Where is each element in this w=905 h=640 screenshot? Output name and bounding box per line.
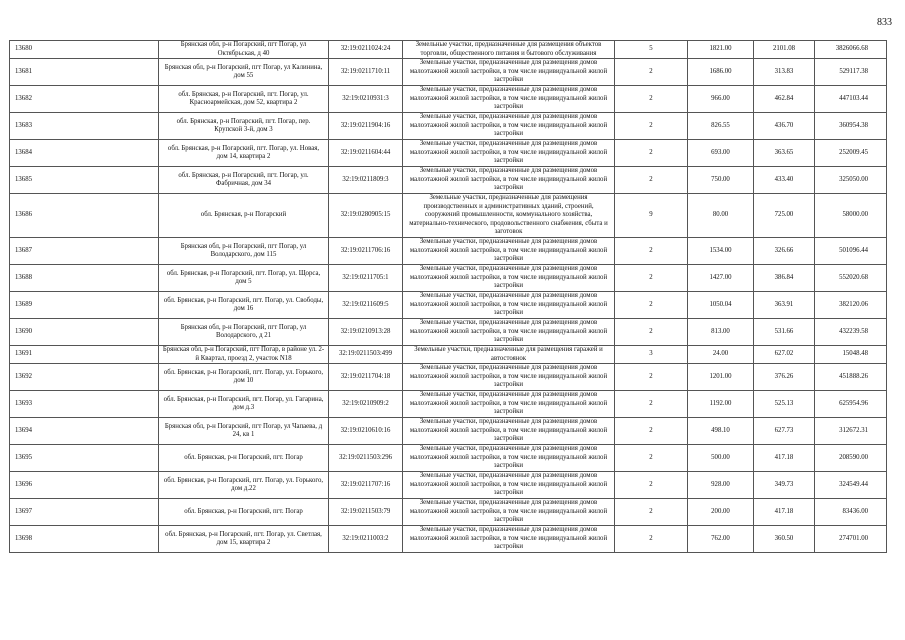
area-cell: 1201.00 bbox=[688, 364, 754, 391]
row-number-cell: 13683 bbox=[10, 113, 159, 140]
cadastral-number-cell: 32:19:0280905:15 bbox=[329, 194, 403, 238]
page-number: 833 bbox=[877, 17, 892, 28]
cadastral-value-cell: 447103.44 bbox=[815, 86, 887, 113]
cadastral-number-cell: 32:19:0211904:16 bbox=[329, 113, 403, 140]
land-plots-table bbox=[9, 40, 887, 553]
cadastral-value-cell: 501096.44 bbox=[815, 238, 887, 265]
use-group-cell: 5 bbox=[615, 41, 688, 59]
row-number-cell: 13696 bbox=[10, 472, 159, 499]
cadastral-value-cell: 3826066.68 bbox=[815, 41, 887, 59]
table-row bbox=[10, 472, 887, 499]
use-group-cell: 2 bbox=[615, 167, 688, 194]
land-use-cell: Земельные участки, предназначенные для размещения объектов торговли, общественного питания и бытового обслуживания bbox=[403, 41, 615, 59]
area-cell: 498.10 bbox=[688, 418, 754, 445]
area-cell: 1050.04 bbox=[688, 292, 754, 319]
table-row bbox=[10, 140, 887, 167]
row-number-cell: 13684 bbox=[10, 140, 159, 167]
address-cell: Брянская обл, р-н Погарский, пгт Погар, ул Володарского, д 21 bbox=[159, 319, 329, 346]
specific-value-cell: 433.40 bbox=[754, 167, 815, 194]
use-group-cell: 2 bbox=[615, 86, 688, 113]
cadastral-number-cell: 32:19:0211710:11 bbox=[329, 59, 403, 86]
address-cell: Брянская обл, р-н Погарский, пгт Погар, ул Октябрьская, д 40 bbox=[159, 41, 329, 59]
cadastral-value-cell: 312672.31 bbox=[815, 418, 887, 445]
cadastral-number-cell: 32:19:0211604:44 bbox=[329, 140, 403, 167]
cadastral-number-cell: 32:19:0211609:5 bbox=[329, 292, 403, 319]
use-group-cell: 2 bbox=[615, 319, 688, 346]
cadastral-number-cell: 32:19:0210931:3 bbox=[329, 86, 403, 113]
specific-value-cell: 363.65 bbox=[754, 140, 815, 167]
specific-value-cell: 376.26 bbox=[754, 364, 815, 391]
table-row bbox=[10, 526, 887, 553]
cadastral-number-cell: 32:19:0211003:2 bbox=[329, 526, 403, 553]
use-group-cell: 2 bbox=[615, 59, 688, 86]
area-cell: 813.00 bbox=[688, 319, 754, 346]
row-number-cell: 13689 bbox=[10, 292, 159, 319]
row-number-cell: 13695 bbox=[10, 445, 159, 472]
cadastral-value-cell: 324549.44 bbox=[815, 472, 887, 499]
table-row bbox=[10, 364, 887, 391]
cadastral-value-cell: 360954.38 bbox=[815, 113, 887, 140]
row-number-cell: 13693 bbox=[10, 391, 159, 418]
area-cell: 1427.00 bbox=[688, 265, 754, 292]
land-use-cell: Земельные участки, предназначенные для размещения гаражей и автостоянок bbox=[403, 346, 615, 364]
area-cell: 1686.00 bbox=[688, 59, 754, 86]
address-cell: обл. Брянская, р-н Погарский, пгт. Погар, ул. Щорса, дом 5 bbox=[159, 265, 329, 292]
address-cell: обл. Брянская, р-н Погарский bbox=[159, 194, 329, 238]
use-group-cell: 2 bbox=[615, 526, 688, 553]
table-row bbox=[10, 238, 887, 265]
cadastral-value-cell: 625954.96 bbox=[815, 391, 887, 418]
address-cell: обл. Брянская, р-н Погарский, пгт. Погар, ул. Светлая, дом 15, квартира 2 bbox=[159, 526, 329, 553]
row-number-cell: 13694 bbox=[10, 418, 159, 445]
address-cell: Брянская обл, р-н Погарский, пгт Погар, ул Володарского, дом 115 bbox=[159, 238, 329, 265]
specific-value-cell: 436.70 bbox=[754, 113, 815, 140]
land-use-cell: Земельные участки, предназначенные для размещения домов малоэтажной жилой застройки, в том числе индивидуальной жилой застройки bbox=[403, 364, 615, 391]
area-cell: 1534.00 bbox=[688, 238, 754, 265]
land-use-cell: Земельные участки, предназначенные для размещения домов малоэтажной жилой застройки, в том числе индивидуальной жилой застройки bbox=[403, 59, 615, 86]
area-cell: 24.00 bbox=[688, 346, 754, 364]
row-number-cell: 13687 bbox=[10, 238, 159, 265]
row-number-cell: 13697 bbox=[10, 499, 159, 526]
table-row bbox=[10, 292, 887, 319]
specific-value-cell: 349.73 bbox=[754, 472, 815, 499]
row-number-cell: 13692 bbox=[10, 364, 159, 391]
use-group-cell: 2 bbox=[615, 113, 688, 140]
land-use-cell: Земельные участки, предназначенные для размещения домов малоэтажной жилой застройки, в том числе индивидуальной жилой застройки bbox=[403, 445, 615, 472]
area-cell: 750.00 bbox=[688, 167, 754, 194]
address-cell: обл. Брянская, р-н Погарский, пгт. Погар bbox=[159, 499, 329, 526]
cadastral-number-cell: 32:19:0210913:28 bbox=[329, 319, 403, 346]
cadastral-value-cell: 274701.00 bbox=[815, 526, 887, 553]
table-row bbox=[10, 418, 887, 445]
cadastral-number-cell: 32:19:0211503:499 bbox=[329, 346, 403, 364]
table-body bbox=[10, 41, 887, 553]
use-group-cell: 3 bbox=[615, 346, 688, 364]
cadastral-number-cell: 32:19:0211503:296 bbox=[329, 445, 403, 472]
specific-value-cell: 363.91 bbox=[754, 292, 815, 319]
use-group-cell: 2 bbox=[615, 140, 688, 167]
land-use-cell: Земельные участки, предназначенные для размещения домов малоэтажной жилой застройки, в том числе индивидуальной жилой застройки bbox=[403, 526, 615, 553]
table-row bbox=[10, 499, 887, 526]
cadastral-number-cell: 32:19:0211705:1 bbox=[329, 265, 403, 292]
table-row bbox=[10, 86, 887, 113]
use-group-cell: 2 bbox=[615, 364, 688, 391]
use-group-cell: 2 bbox=[615, 445, 688, 472]
land-use-cell: Земельные участки, предназначенные для размещения домов малоэтажной жилой застройки, в том числе индивидуальной жилой застройки bbox=[403, 167, 615, 194]
land-use-cell: Земельные участки, предназначенные для размещения домов малоэтажной жилой застройки, в том числе индивидуальной жилой застройки bbox=[403, 265, 615, 292]
cadastral-value-cell: 58000.00 bbox=[815, 194, 887, 238]
row-number-cell: 13686 bbox=[10, 194, 159, 238]
area-cell: 1821.00 bbox=[688, 41, 754, 59]
table-row bbox=[10, 167, 887, 194]
address-cell: обл. Брянская, р-н Погарский, пгт. Погар, ул. Горького, дом д.22 bbox=[159, 472, 329, 499]
land-use-cell: Земельные участки, предназначенные для размещения домов малоэтажной жилой застройки, в том числе индивидуальной жилой застройки bbox=[403, 391, 615, 418]
land-use-cell: Земельные участки, предназначенные для размещения домов малоэтажной жилой застройки, в том числе индивидуальной жилой застройки bbox=[403, 499, 615, 526]
specific-value-cell: 725.00 bbox=[754, 194, 815, 238]
specific-value-cell: 462.84 bbox=[754, 86, 815, 113]
cadastral-number-cell: 32:19:0210610:16 bbox=[329, 418, 403, 445]
cadastral-number-cell: 32:19:0211704:18 bbox=[329, 364, 403, 391]
address-cell: Брянская обл, р-н Погарский, пгт Погар, ул Калинина, дом 55 bbox=[159, 59, 329, 86]
use-group-cell: 2 bbox=[615, 418, 688, 445]
address-cell: обл. Брянская, р-н Погарский, пгт. Погар, ул. Фабричная, дом 34 bbox=[159, 167, 329, 194]
area-cell: 200.00 bbox=[688, 499, 754, 526]
table-row bbox=[10, 113, 887, 140]
table-row bbox=[10, 445, 887, 472]
use-group-cell: 9 bbox=[615, 194, 688, 238]
cadastral-value-cell: 451888.26 bbox=[815, 364, 887, 391]
cadastral-value-cell: 552020.68 bbox=[815, 265, 887, 292]
use-group-cell: 2 bbox=[615, 238, 688, 265]
table-row bbox=[10, 391, 887, 418]
cadastral-value-cell: 83436.00 bbox=[815, 499, 887, 526]
address-cell: Брянская обл, р-н Погарский, пгт Погар, в районе ул. 2-й Квартал, проезд 2, участок N18 bbox=[159, 346, 329, 364]
address-cell: обл. Брянская, р-н Погарский, пгт. Погар, ул. Горького, дом 10 bbox=[159, 364, 329, 391]
row-number-cell: 13690 bbox=[10, 319, 159, 346]
cadastral-value-cell: 382120.06 bbox=[815, 292, 887, 319]
cadastral-value-cell: 325050.00 bbox=[815, 167, 887, 194]
row-number-cell: 13685 bbox=[10, 167, 159, 194]
specific-value-cell: 627.02 bbox=[754, 346, 815, 364]
specific-value-cell: 386.84 bbox=[754, 265, 815, 292]
row-number-cell: 13681 bbox=[10, 59, 159, 86]
area-cell: 693.00 bbox=[688, 140, 754, 167]
cadastral-number-cell: 32:19:0211503:79 bbox=[329, 499, 403, 526]
address-cell: обл. Брянская, р-н Погарский, пгт. Погар, ул. Красноармейская, дом 52, квартира 2 bbox=[159, 86, 329, 113]
specific-value-cell: 525.13 bbox=[754, 391, 815, 418]
land-use-cell: Земельные участки, предназначенные для размещения домов малоэтажной жилой застройки, в том числе индивидуальной жилой застройки bbox=[403, 418, 615, 445]
cadastral-number-cell: 32:19:0211707:16 bbox=[329, 472, 403, 499]
specific-value-cell: 417.18 bbox=[754, 445, 815, 472]
land-use-cell: Земельные участки, предназначенные для размещения производственных и административных зданий, строений, сооружений промышленности, коммунального хозяйства, материально-технического, продовольственного снабжения, сбыта и заготовок bbox=[403, 194, 615, 238]
land-use-cell: Земельные участки, предназначенные для размещения домов малоэтажной жилой застройки, в том числе индивидуальной жилой застройки bbox=[403, 238, 615, 265]
specific-value-cell: 627.73 bbox=[754, 418, 815, 445]
use-group-cell: 2 bbox=[615, 265, 688, 292]
cadastral-number-cell: 32:19:0210909:2 bbox=[329, 391, 403, 418]
table-row bbox=[10, 59, 887, 86]
use-group-cell: 2 bbox=[615, 292, 688, 319]
row-number-cell: 13698 bbox=[10, 526, 159, 553]
specific-value-cell: 313.83 bbox=[754, 59, 815, 86]
table-row bbox=[10, 346, 887, 364]
specific-value-cell: 326.66 bbox=[754, 238, 815, 265]
area-cell: 966.00 bbox=[688, 86, 754, 113]
address-cell: Брянская обл, р-н Погарский, пгт Погар, ул Чапаева, д 24, кв 1 bbox=[159, 418, 329, 445]
row-number-cell: 13682 bbox=[10, 86, 159, 113]
table-row bbox=[10, 265, 887, 292]
cadastral-value-cell: 432239.58 bbox=[815, 319, 887, 346]
table-row bbox=[10, 194, 887, 238]
cadastral-value-cell: 252009.45 bbox=[815, 140, 887, 167]
specific-value-cell: 360.50 bbox=[754, 526, 815, 553]
specific-value-cell: 2101.08 bbox=[754, 41, 815, 59]
address-cell: обл. Брянская, р-н Погарский, пгт. Погар, ул. Новая, дом 14, квартира 2 bbox=[159, 140, 329, 167]
land-use-cell: Земельные участки, предназначенные для размещения домов малоэтажной жилой застройки, в том числе индивидуальной жилой застройки bbox=[403, 319, 615, 346]
address-cell: обл. Брянская, р-н Погарский, пгт. Погар, ул. Свободы, дом 16 bbox=[159, 292, 329, 319]
row-number-cell: 13688 bbox=[10, 265, 159, 292]
cadastral-number-cell: 32:19:0211706:16 bbox=[329, 238, 403, 265]
row-number-cell: 13680 bbox=[10, 41, 159, 59]
address-cell: обл. Брянская, р-н Погарский, пгт. Погар bbox=[159, 445, 329, 472]
use-group-cell: 2 bbox=[615, 472, 688, 499]
area-cell: 500.00 bbox=[688, 445, 754, 472]
address-cell: обл. Брянская, р-н Погарский, пгт. Погар, ул. Гагарина, дом д.3 bbox=[159, 391, 329, 418]
cadastral-number-cell: 32:19:0211809:3 bbox=[329, 167, 403, 194]
cadastral-value-cell: 15048.48 bbox=[815, 346, 887, 364]
area-cell: 826.55 bbox=[688, 113, 754, 140]
address-cell: обл. Брянская, р-н Погарский, пгт. Погар, пер. Крупской 3-й, дом 3 bbox=[159, 113, 329, 140]
cadastral-number-cell: 32:19:0211024:24 bbox=[329, 41, 403, 59]
area-cell: 928.00 bbox=[688, 472, 754, 499]
area-cell: 762.00 bbox=[688, 526, 754, 553]
table-row bbox=[10, 319, 887, 346]
cadastral-value-cell: 529117.38 bbox=[815, 59, 887, 86]
area-cell: 1192.00 bbox=[688, 391, 754, 418]
land-use-cell: Земельные участки, предназначенные для размещения домов малоэтажной жилой застройки, в том числе индивидуальной жилой застройки bbox=[403, 86, 615, 113]
specific-value-cell: 531.66 bbox=[754, 319, 815, 346]
table-row bbox=[10, 41, 887, 59]
use-group-cell: 2 bbox=[615, 499, 688, 526]
row-number-cell: 13691 bbox=[10, 346, 159, 364]
land-use-cell: Земельные участки, предназначенные для размещения домов малоэтажной жилой застройки, в том числе индивидуальной жилой застройки bbox=[403, 140, 615, 167]
specific-value-cell: 417.18 bbox=[754, 499, 815, 526]
use-group-cell: 2 bbox=[615, 391, 688, 418]
land-use-cell: Земельные участки, предназначенные для размещения домов малоэтажной жилой застройки, в том числе индивидуальной жилой застройки bbox=[403, 472, 615, 499]
land-use-cell: Земельные участки, предназначенные для размещения домов малоэтажной жилой застройки, в том числе индивидуальной жилой застройки bbox=[403, 113, 615, 140]
area-cell: 80.00 bbox=[688, 194, 754, 238]
land-use-cell: Земельные участки, предназначенные для размещения домов малоэтажной жилой застройки, в том числе индивидуальной жилой застройки bbox=[403, 292, 615, 319]
cadastral-value-cell: 208590.00 bbox=[815, 445, 887, 472]
